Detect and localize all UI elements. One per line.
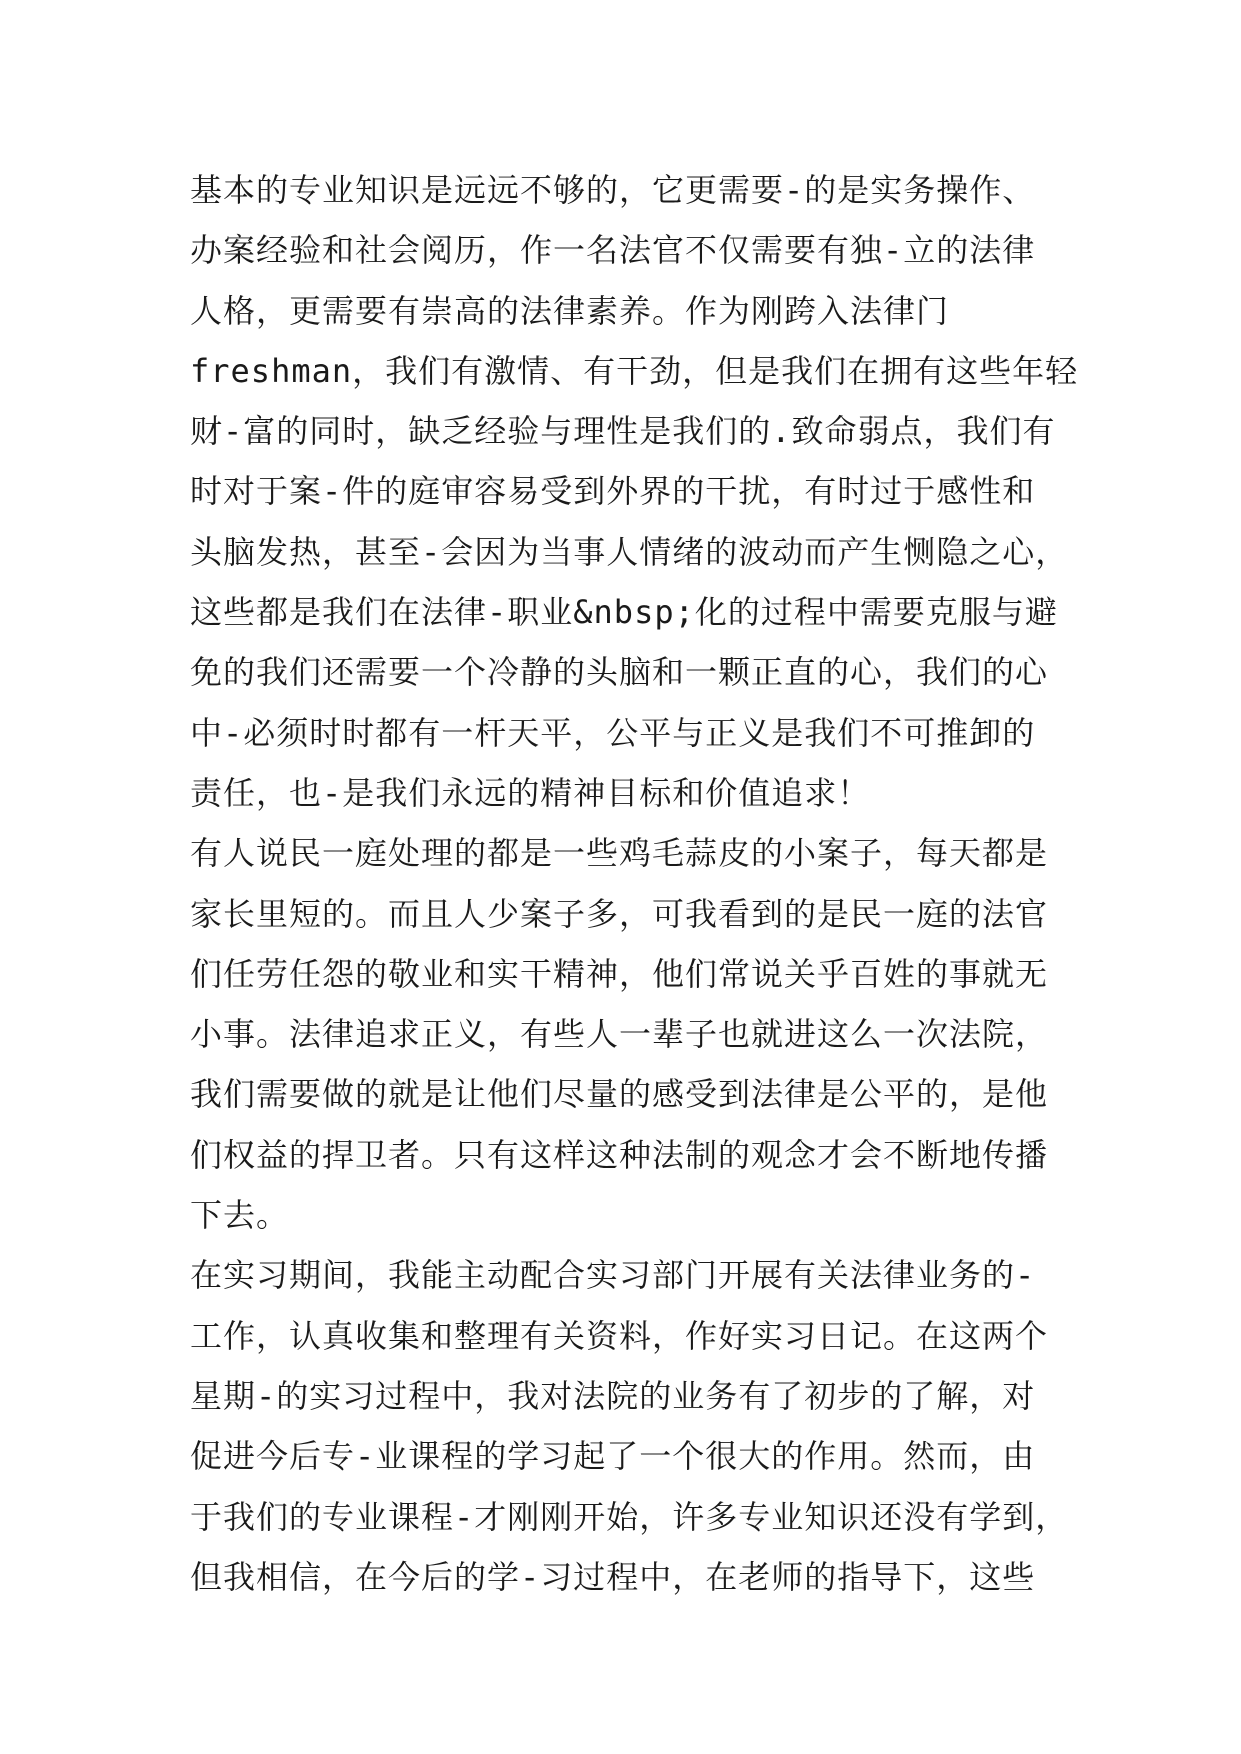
text-line: 责任，也-是我们永远的精神目标和价值追求！ <box>190 773 871 812</box>
text-line: 人格，更需要有崇高的法律素养。作为刚跨入法律门 <box>190 291 950 330</box>
text-line: 中-必须时时都有一杆天平，公平与正义是我们不可推卸的 <box>190 713 1036 752</box>
text-line: 但我相信，在今后的学-习过程中，在老师的指导下，这些 <box>190 1557 1036 1596</box>
text-line: freshman，我们有激情、有干劲，但是我们在拥有这些年轻 <box>190 351 1079 390</box>
text-line: 们权益的捍卫者。只有这样这种法制的观念才会不断地传播 <box>190 1135 1049 1174</box>
text-line: 免的我们还需要一个冷静的头脑和一颗正直的心，我们的心 <box>190 653 1049 692</box>
text-line: 办案经验和社会阅历，作一名法官不仅需要有独-立的法律 <box>190 231 1036 270</box>
text-line: 于我们的专业课程-才刚刚开始，许多专业知识还没有学到， <box>190 1497 1069 1536</box>
text-line: 我们需要做的就是让他们尽量的感受到法律是公平的，是他 <box>190 1075 1049 1114</box>
text-line: 们任劳任怨的敬业和实干精神，他们常说关乎百姓的事就无 <box>190 954 1049 993</box>
text-line: 小事。法律追求正义，有些人一辈子也就进这么一次法院， <box>190 1015 1049 1054</box>
text-line: 这些都是我们在法律-职业&nbsp;化的过程中需要克服与避 <box>190 593 1058 632</box>
text-line: 有人说民一庭处理的都是一些鸡毛蒜皮的小案子，每天都是 <box>190 834 1049 873</box>
text-line: 家长里短的。而且人少案子多，可我看到的是民一庭的法官 <box>190 894 1049 933</box>
text-line: 在实习期间，我能主动配合实习部门开展有关法律业务的- <box>190 1256 1036 1295</box>
text-line: 基本的专业知识是远远不够的，它更需要-的是实务操作、 <box>190 171 1036 209</box>
text-line: 时对于案-件的庭审容易受到外界的干扰，有时过于感性和 <box>190 472 1036 511</box>
text-line: 星期-的实习过程中，我对法院的业务有了初步的了解，对 <box>190 1376 1036 1415</box>
text-line: 财-富的同时，缺乏经验与理性是我们的.致命弱点，我们有 <box>190 412 1056 451</box>
text-line: 促进今后专-业课程的学习起了一个很大的作用。然而，由 <box>190 1437 1036 1476</box>
text-line: 工作，认真收集和整理有关资料，作好实习日记。在这两个 <box>190 1316 1049 1355</box>
text-line: 下去。 <box>190 1196 290 1235</box>
text-line: 头脑发热，甚至-会因为当事人情绪的波动而产生恻隐之心， <box>190 532 1069 571</box>
body-text <box>190 160 1079 1607</box>
